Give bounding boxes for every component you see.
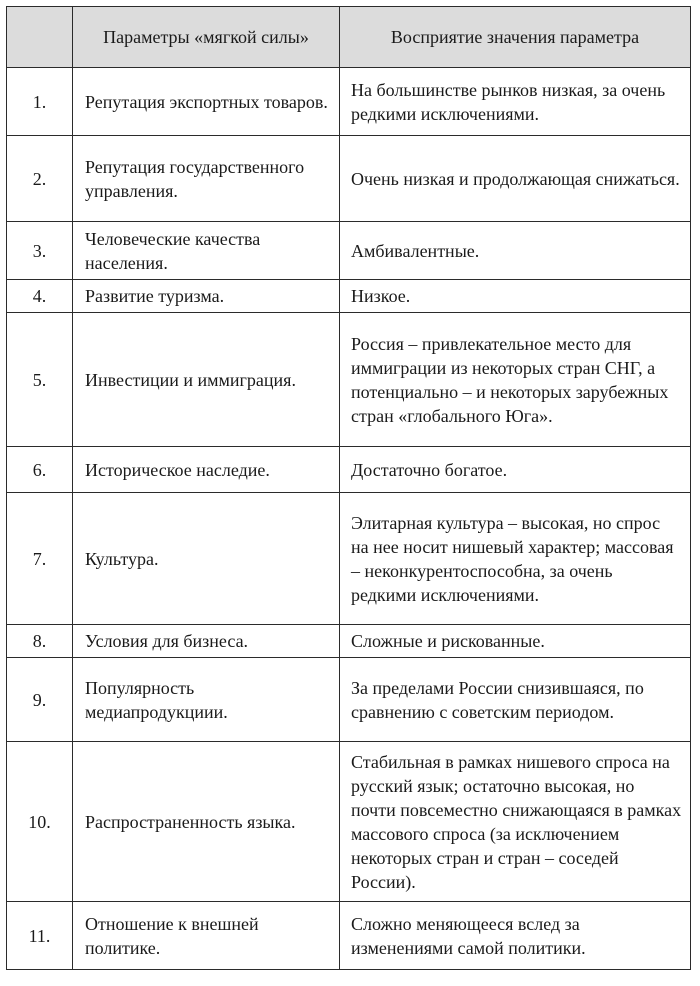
row-number: 10. — [7, 742, 73, 902]
row-parameter: Отношение к внешней политике. — [73, 902, 340, 970]
row-parameter: Культура. — [73, 493, 340, 625]
table-row — [7, 625, 691, 658]
row-parameter: Человеческие качества населения. — [73, 222, 340, 280]
row-number: 5. — [7, 313, 73, 447]
row-value: Россия – привлекательное место для иммиграции из некоторых стран СНГ, а потенциально – и некоторых зарубежных стран «глобального Юга». — [340, 313, 691, 447]
row-value: Амбивалентные. — [340, 222, 691, 280]
soft-power-table — [6, 6, 691, 970]
table-row — [7, 68, 691, 136]
row-parameter: Условия для бизнеса. — [73, 625, 340, 658]
header-row — [7, 7, 691, 68]
table-row — [7, 313, 691, 447]
row-number: 1. — [7, 68, 73, 136]
row-number: 6. — [7, 447, 73, 493]
row-parameter: Инвестиции и иммиграция. — [73, 313, 340, 447]
row-value: Очень низкая и продолжающая снижаться. — [340, 136, 691, 222]
row-parameter: Развитие туризма. — [73, 280, 340, 313]
row-number: 11. — [7, 902, 73, 970]
table-row — [7, 902, 691, 970]
table-row — [7, 742, 691, 902]
row-value: За пределами России снизившаяся, по сравнению с советским периодом. — [340, 658, 691, 742]
row-value: Достаточно богатое. — [340, 447, 691, 493]
table-row — [7, 280, 691, 313]
row-parameter: Репутация экспортных товаров. — [73, 68, 340, 136]
row-value: Стабильная в рамках нишевого спроса на русский язык; остаточно высокая, но почти повсеместно снижающаяся в рамках массового спроса (за исключением некоторых стран и стран – соседей России). — [340, 742, 691, 902]
row-value: Низкое. — [340, 280, 691, 313]
table-header — [7, 7, 691, 68]
table-row — [7, 222, 691, 280]
header-number — [7, 7, 73, 68]
row-parameter: Репутация государственного управления. — [73, 136, 340, 222]
table-row — [7, 658, 691, 742]
header-parameter-text: Параметры «мягкой силы» — [103, 27, 309, 47]
row-parameter: Распространенность языка. — [73, 742, 340, 902]
table-row — [7, 447, 691, 493]
row-number: 4. — [7, 280, 73, 313]
row-value: Сложно меняющееся вслед за изменениями самой политики. — [340, 902, 691, 970]
row-value: На большинстве рынков низкая, за очень редкими исключениями. — [340, 68, 691, 136]
row-number: 8. — [7, 625, 73, 658]
row-number: 3. — [7, 222, 73, 280]
row-number: 9. — [7, 658, 73, 742]
header-value: Восприятие значения параметра — [340, 7, 691, 68]
row-number: 7. — [7, 493, 73, 625]
table-body — [7, 68, 691, 970]
row-value: Элитарная культура – высокая, но спрос на нее носит нишевый характер; массовая – неконкурентоспособна, за очень редкими исключениями. — [340, 493, 691, 625]
table-row — [7, 136, 691, 222]
header-parameter — [73, 7, 340, 68]
row-parameter: Историческое наследие. — [73, 447, 340, 493]
row-value: Сложные и рискованные. — [340, 625, 691, 658]
table-row — [7, 493, 691, 625]
row-parameter: Популярность медиапродукциии. — [73, 658, 340, 742]
row-number: 2. — [7, 136, 73, 222]
